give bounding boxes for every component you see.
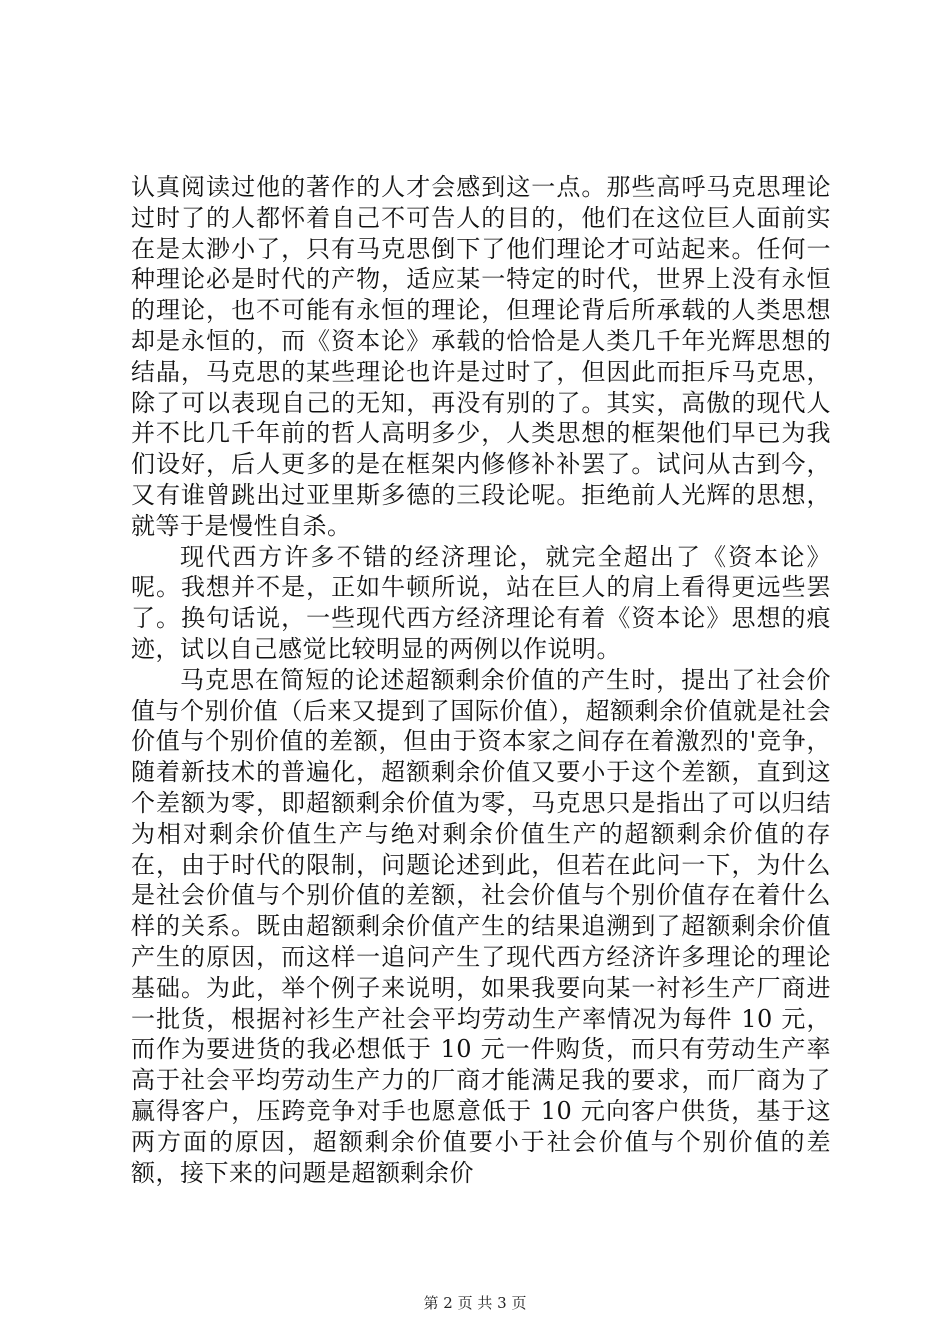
document-body	[131, 172, 831, 1188]
paragraph: 马克思在简短的论述超额剩余价值的产生时，提出了社会价值与个别价值（后来又提到了国际价值），超额剩余价值就是社会价值与个别价值的差额，但由于资本家之间存在着激烈的'竞争，随着新技术的普遍化，超额剩余价值又要小于这个差额，直到这个差额为零，即超额剩余价值为零，马克思只是指出了可以归结为相对剩余价值生产与绝对剩余价值生产的超额剩余价值的存在，由于时代的限制，问题论述到此，但若在此问一下，为什么是社会价值与个别价值的差额，社会价值与个别价值存在着什么样的关系。既由超额剩余价值产生的结果追溯到了超额剩余价值产生的原因，而这样一追问产生了现代西方经济许多理论的理论基础。为此，举个例子来说明，如果我要向某一衬衫生产厂商进一批货，根据衬衫生产社会平均劳动生产率情况为每件 10 元，而作为要进货的我必想低于 10 元一件购货，而只有劳动生产率高于社会平均劳动生产力的厂商才能满足我的要求，而厂商为了赢得客户，压跨竞争对手也愿意低于 10 元向客户供货，基于这两方面的原因，超额剩余价值要小于社会价值与个别价值的差额，接下来的问题是超额剩余价	[131, 665, 831, 1187]
paragraph: 现代西方许多不错的经济理论，就完全超出了《资本论》呢。我想并不是，正如牛顿所说，站在巨人的肩上看得更远些罢了。换句话说，一些现代西方经济理论有着《资本论》思想的痕迹，试以自己感觉比较明显的两例以作说明。	[131, 542, 831, 663]
page-footer	[0, 1292, 950, 1313]
paragraph: 认真阅读过他的著作的人才会感到这一点。那些高呼马克思理论过时了的人都怀着自己不可告人的目的，他们在这位巨人面前实在是太渺小了，只有马克思倒下了他们理论才可站起来。任何一种理论必是时代的产物，适应某一特定的时代，世界上没有永恒的理论，也不可能有永恒的理论，但理论背后所承载的人类思想却是永恒的，而《资本论》承载的恰恰是人类几千年光辉思想的结晶，马克思的某些理论也许是过时了，但因此而拒斥马克思，除了可以表现自己的无知，再没有别的了。其实，高傲的现代人并不比几千年前的哲人高明多少，人类思想的框架他们早已为我们设好，后人更多的是在框架内修修补补罢了。试问从古到今，又有谁曾跳出过亚里斯多德的三段论呢。拒绝前人光辉的思想，就等于是慢性自杀。	[131, 173, 831, 540]
page-number-label: 第 2 页 共 3 页	[423, 1294, 527, 1312]
